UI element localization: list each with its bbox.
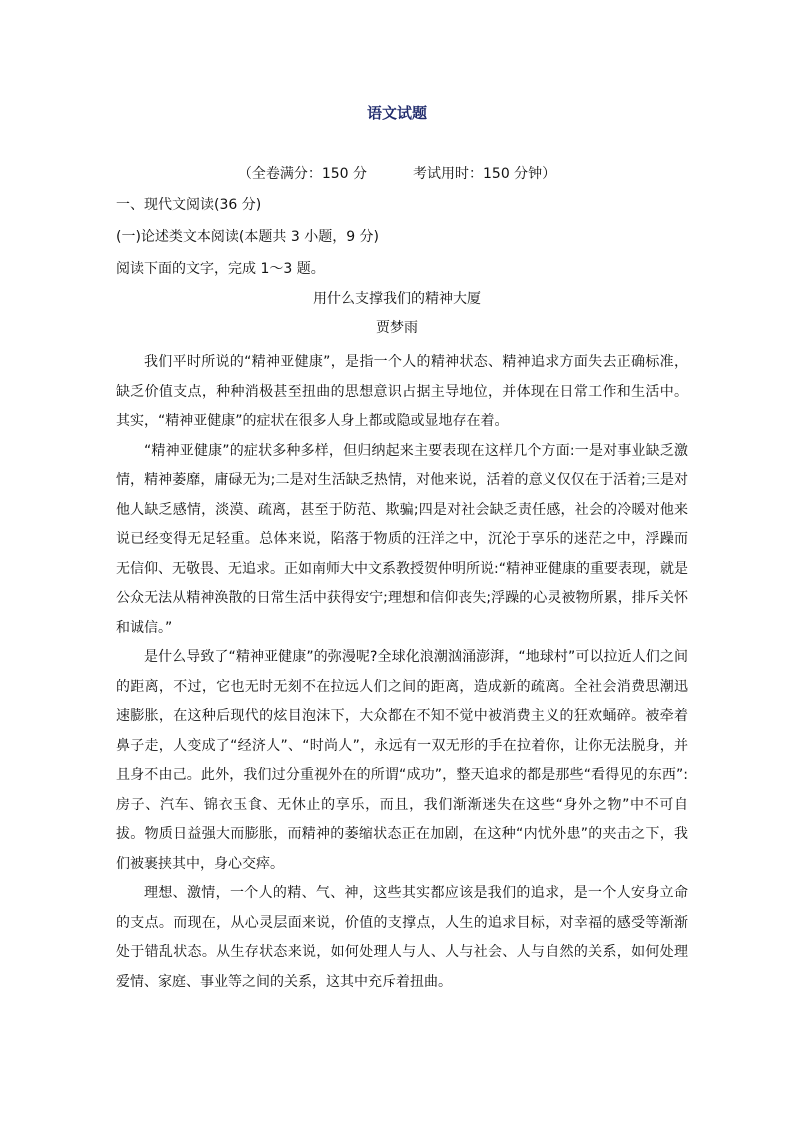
full-score-text: （全卷满分：150 分 bbox=[237, 166, 367, 182]
section-heading: 一、现代文阅读(36 分) bbox=[116, 197, 262, 213]
article-paragraph-3: 是什么导致了“精神亚健康”的弥漫呢?全球化浪潮汹涌澎湃，“地球村”可以拉近人们之间的距离，不过，它也无时无刻不在拉远人们之间的距离，造成新的疏离。全社会消费思潮迅速膨胀，在这种后现代的炫目泡沫下，大众都在不知不觉中被消费主义的狂欢蛹碎。被牵着鼻子走，人变成了“经济人”、“时尚人”，永远有一双无形的手在拉着你，让你无法脱身，并且身不由己。此外，我们过分重视外在的所谓“成功”，整天追求的都是那些“看得见的东西”:房子、汽车、锦衣玉食、无休止的享乐，而且，我们渐渐迷失在这些“身外之物”中不可自拔。物质日益强大而膨胀，而精神的萎缩状态正在加剧，在这种“内忧外患”的夹击之下，我们被裹挟其中，身心交瘁。 bbox=[116, 649, 688, 872]
article-body bbox=[116, 348, 688, 997]
article-author: 贾梦雨 bbox=[376, 320, 418, 336]
exam-duration-text: 考试用时：150 分钟） bbox=[413, 166, 557, 182]
article-paragraph-4: 理想、激情，一个人的精、气、神，这些其实都应该是我们的追求，是一个人安身立命的支点。而现在，从心灵层面来说，价值的支撑点，人生的追求目标，对幸福的感受等渐渐处于错乱状态。从生存状态来说，如何处理人与人、人与社会、人与自然的关系，如何处理爱情、家庭、事业等之间的关系，这其中充斥着扭曲。 bbox=[116, 885, 688, 990]
article-title: 用什么支撑我们的精神大厦 bbox=[313, 291, 481, 307]
subsection-heading: (一)论述类文本阅读(本题共 3 小题，9 分) bbox=[116, 229, 380, 245]
reading-instruction: 阅读下面的文字，完成 1～3 题。 bbox=[116, 261, 325, 277]
exam-title: 语文试题 bbox=[366, 104, 427, 122]
article-paragraph-1: 我们平时所说的“精神亚健康”，是指一个人的精神状态、精神追求方面失去正确标准，缺乏价值支点，种种消极甚至扭曲的思想意识占据主导地位，并体现在日常工作和生活中。其实，“精神亚健康”的症状在很多人身上都或隐或显地存在着。 bbox=[116, 354, 688, 429]
exam-info bbox=[0, 164, 794, 184]
article-paragraph-2: “精神亚健康”的症状多种多样，但归纳起来主要表现在这样几个方面:一是对事业缺乏激情，精神萎靡，庸碌无为;二是对生活缺乏热情，对他来说，活着的意义仅仅在于活着;三是对他人缺乏感情，淡漠、疏离，甚至于防范、欺骗;四是对社会缺乏责任感，社会的冷暖对他来说已经变得无足轻重。总体来说，陷落于物质的汪洋之中，沉沦于享乐的迷茫之中，浮躁而无信仰、无敬畏、无追求。正如南师大中文系教授贺仲明所说:“精神亚健康的重要表现，就是公众无法从精神涣散的日常生活中获得安宁;理想和信仰丧失;浮躁的心灵被物所累，排斥关怀和诚信。” bbox=[116, 442, 688, 636]
